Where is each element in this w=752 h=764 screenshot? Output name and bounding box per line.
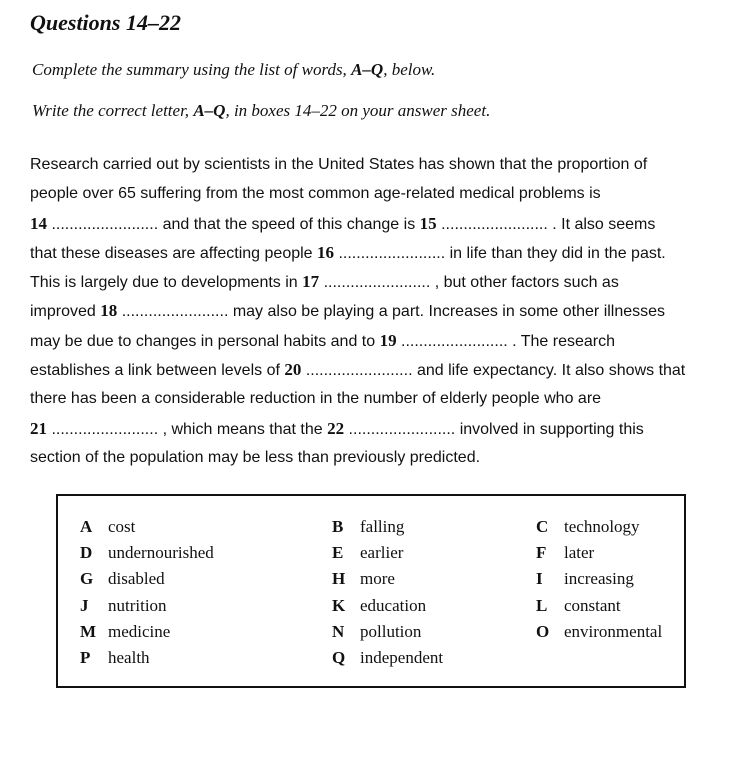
passage-line [30,384,745,413]
option-letter: I [536,569,543,589]
option-letter: G [80,569,94,589]
passage-text: may be due to changes in personal habits and to [30,332,380,350]
passage-text: section of the population may be less than previously predicted. [30,448,481,466]
option-letter: Q [332,647,346,667]
option-letter: E [332,543,344,563]
passage-text: ........................ and that the speed of this change is [47,215,420,233]
option-letter: O [536,621,550,641]
option-letter: F [536,543,547,563]
option-word: education [360,595,427,615]
question-number-18: 18 [100,301,118,321]
question-number-17: 17 [302,272,320,292]
passage-text: ........................ , which means that the [47,420,328,438]
instruction-1-after: , below. [383,60,436,79]
word-option-m [80,619,214,645]
option-word: increasing [564,569,634,589]
question-number-16: 16 [317,242,335,262]
passage-text: establishes a link between levels of [30,362,285,380]
passage-line [30,443,745,472]
option-letter: C [536,517,549,536]
option-letter: N [332,621,345,641]
word-option-i [536,566,662,592]
section-title: Questions 14–22 [30,10,181,35]
word-option-c [536,514,662,540]
passage-text: This is largely due to developments in [30,274,303,292]
option-letter: K [332,595,346,615]
option-letter: J [80,595,89,615]
word-option-a [80,514,214,540]
passage-line [30,414,745,443]
option-word: later [564,543,595,563]
instruction-2-range: A–Q [193,101,226,120]
passage-text: ........................ in life than they did in the past. [334,244,666,262]
passage-text: there has been a considerable reduction in the number of elderly people who are [30,390,602,408]
option-letter: L [536,595,548,615]
option-word: environmental [564,621,663,641]
word-option-p [80,645,214,671]
option-word: nutrition [108,595,167,615]
passage-text: people over 65 suffering from the most common age-related medical problems is [30,185,601,203]
passage-text: improved [30,303,101,321]
option-letter: B [332,517,344,536]
instruction-2-before: Write the correct letter, [32,101,194,120]
passage-line [30,355,745,384]
option-letter: H [332,569,346,589]
instruction-line-2 [32,101,490,121]
word-option-b [332,514,443,540]
passage-line [30,209,745,238]
option-letter: A [80,517,93,536]
option-word: independent [360,647,444,667]
passage-text: ........................ . The research [396,332,616,350]
question-number-19: 19 [379,330,397,350]
word-list-column-1 [80,514,214,671]
option-letter: P [80,647,91,667]
option-word: constant [564,595,621,615]
passage-line [30,296,745,325]
word-option-q [332,645,443,671]
option-word: technology [564,517,640,536]
option-word: disabled [108,569,165,589]
option-word: falling [360,517,405,536]
passage-line [30,326,745,355]
option-word: earlier [360,543,404,563]
word-option-j [80,593,214,619]
word-option-h [332,566,443,592]
passage-text: that these diseases are affecting people [30,244,318,262]
option-word: medicine [108,621,171,641]
question-number-21: 21 [30,418,47,438]
option-word: more [360,569,395,589]
passage-line [30,238,745,267]
passage-text: ........................ . It also seems [436,215,656,233]
instruction-1-before: Complete the summary using the list of words, [32,60,352,79]
word-list-box [56,494,686,688]
option-word: cost [108,517,136,536]
word-option-e [332,540,443,566]
instruction-1-range: A–Q [351,60,384,79]
question-number-14: 14 [30,213,47,233]
question-number-15: 15 [419,213,437,233]
passage-line [30,267,745,296]
summary-passage [30,150,745,472]
passage-text: ........................ , but other factors such as [319,274,619,292]
question-number-22: 22 [327,418,345,438]
word-option-f [536,540,662,566]
option-letter: M [80,621,97,641]
option-word: pollution [360,621,422,641]
word-option-d [80,540,214,566]
instruction-line-1 [32,60,435,80]
passage-text: ........................ and life expectancy. It also shows that [301,362,686,380]
passage-line [30,150,745,179]
option-word: undernourished [108,543,214,563]
question-number-20: 20 [284,360,302,380]
word-list-column-3 [536,514,662,645]
passage-line [30,179,745,208]
word-option-l [536,593,662,619]
word-list-column-2 [332,514,443,671]
instruction-2-after: , in boxes 14–22 on your answer sheet. [225,101,491,120]
passage-text: ........................ involved in supporting this [344,420,644,438]
word-option-k [332,593,443,619]
option-letter: D [80,543,93,563]
passage-text: ........................ may also be playing a part. Increases in some other illnesses [117,303,666,321]
option-word: health [108,647,150,667]
word-option-n [332,619,443,645]
word-option-g [80,566,214,592]
word-option-o [536,619,662,645]
passage-text: Research carried out by scientists in the United States has shown that the proportion of [30,156,648,173]
